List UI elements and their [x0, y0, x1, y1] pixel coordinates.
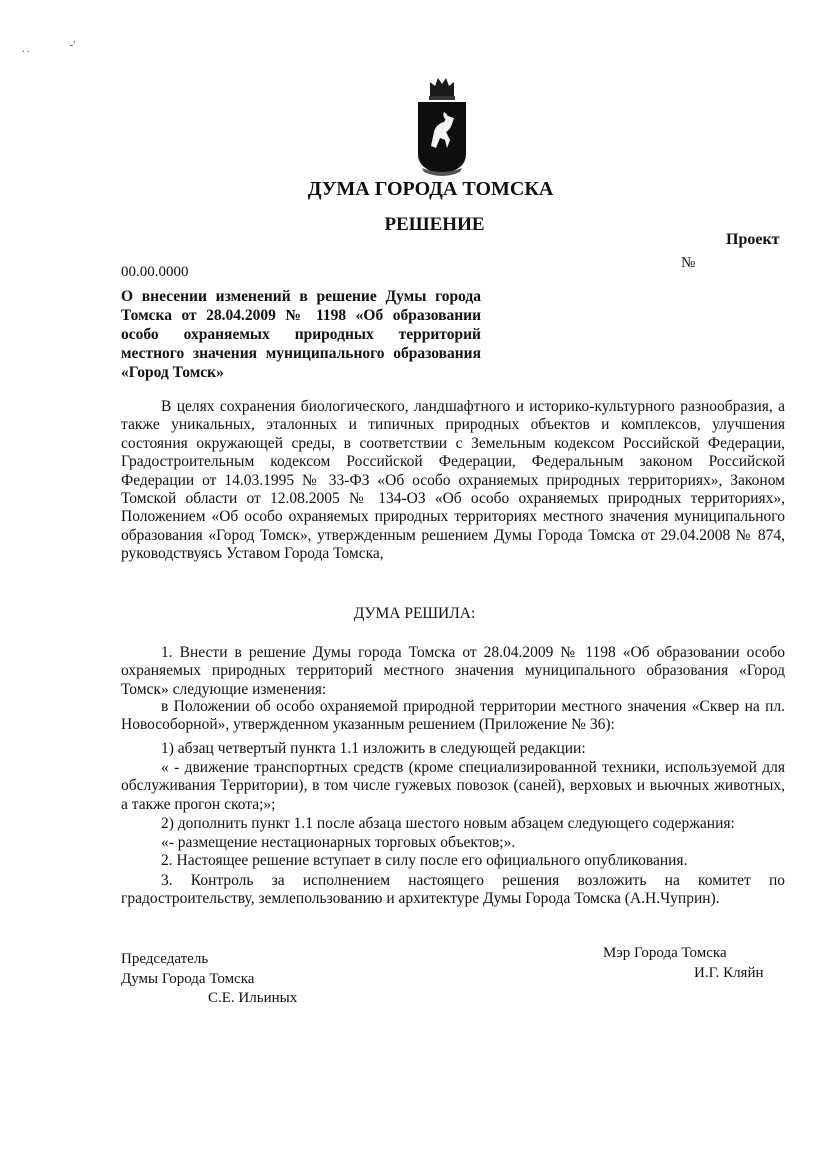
resolution-subitem: 2) дополнить пункт 1.1 после абзаца шестого новым абзацем следующего содержания: — [161, 815, 735, 832]
resolution-subitem: « - движение транспортных средств (кроме специализированной техники, используемой для обслуживания Территории), в том числе гужевых повозок (саней), верховых и вьючных животных, а также прогон скота;»; — [121, 759, 785, 813]
resolution-item-2: 2. Настоящее решение вступает в силу после его официального опубликования. — [161, 852, 688, 869]
resolution-subitem: 1) абзац четвертый пункта 1.1 изложить в следующей редакции: — [161, 740, 586, 757]
resolution-heading: ДУМА РЕШИЛА: — [353, 605, 476, 622]
chair-name: С.Е. Ильиных — [208, 990, 298, 1006]
document-date: 00.00.0000 — [121, 264, 189, 280]
document-subject: О внесении изменений в решение Думы города Томска от 28.04.2009 № 1198 «Об образовании особо охраняемых природных территорий местного значения муниципального образования «Город Томск» — [121, 288, 481, 381]
resolution-item-1: 1. Внести в решение Думы города Томска от 28.04.2009 № 1198 «Об образовании особо охраняемых природных территорий местного значения муниципального образования «Город Томск» следующие изменения: — [121, 644, 785, 698]
scan-speck: -' — [70, 40, 76, 51]
mayor-name: И.Г. Кляйн — [694, 965, 764, 981]
resolution-item-3: 3. Контроль за исполнением настоящего решения возложить на комитет по градостроительству, землепользованию и архитектуре Думы Города Томска (А.Н.Чуприн). — [121, 872, 785, 908]
preamble: В целях сохранения биологического, ландшафтного и историко-культурного разнообразия, а также уникальных, эталонных и типичных природных объектов и комплексов, улучшения состояния окружающей среды, в соответствии с Земельным кодексом Российской Федерации, Градостроительным кодексом Российской Федерации, Федеральным законом Российской Федерации от 14.03.1995 № 33-ФЗ «Об особо охраняемых природных территориях», Законом Томской области от 12.08.2005 № 134-ОЗ «Об особо охраняемых природных территориях», Положением «Об особо охраняемых природных территориях местного значения муниципального образования «Город Томск», утвержденным решением Думы Города Томска от 29.04.2008 № 874, руководствуясь Уставом Города Томска, — [121, 398, 785, 563]
resolution-subitem: в Положении об особо охраняемой природной территории местного значения «Сквер на пл. Новособорной», утвержденном указанным решением (Приложение № 36): — [121, 698, 785, 734]
scan-speck: . . — [22, 44, 30, 55]
mayor-title: Мэр Города Томска — [603, 945, 727, 961]
city-crest-emblem — [414, 76, 470, 178]
chair-title-line-1: Председатель — [121, 951, 209, 967]
draft-label: Проект — [726, 231, 780, 248]
document-type: РЕШЕНИЕ — [384, 214, 485, 235]
chair-title-line-2: Думы Города Томска — [121, 971, 255, 987]
resolution-subitem: «- размещение нестационарных торговых объектов;». — [161, 834, 516, 851]
document-number-label: № — [681, 255, 696, 271]
council-title: ДУМА ГОРОДА ТОМСКА — [307, 178, 554, 200]
